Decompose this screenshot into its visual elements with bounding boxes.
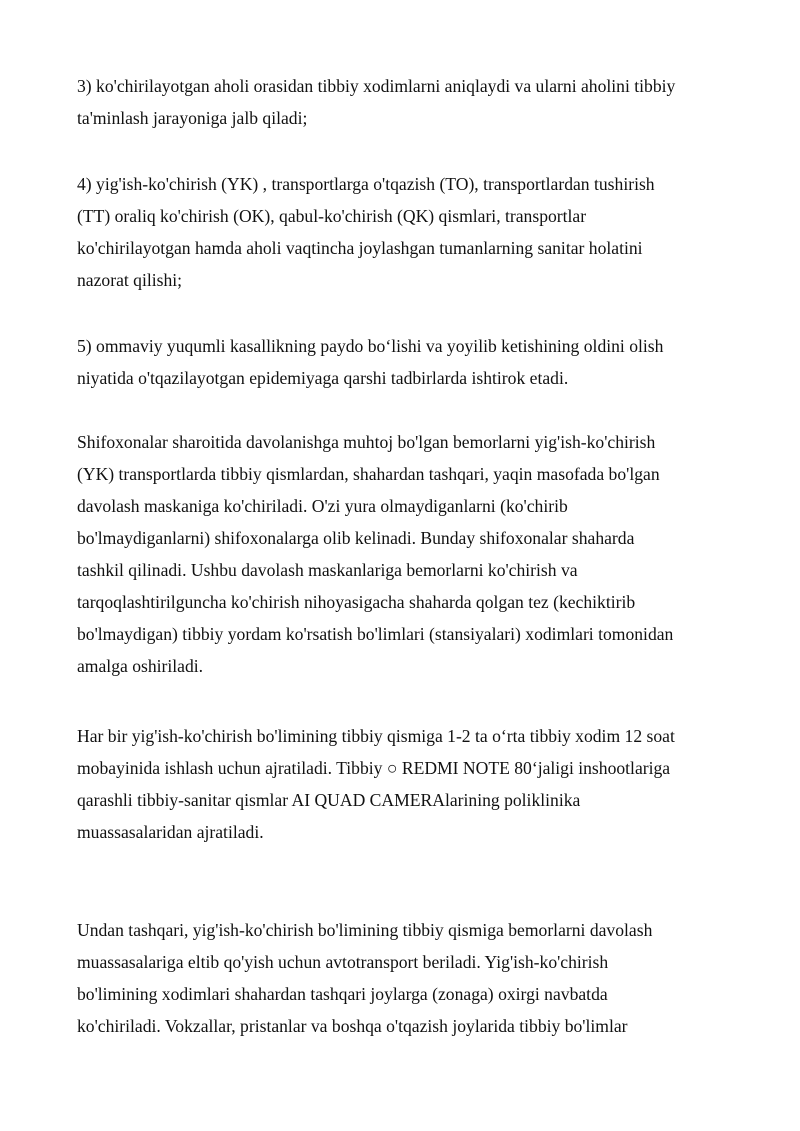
paragraph-line: bo'limining xodimlari shahardan tashqari joylarga (zonaga) oxirgi navbatda (77, 984, 608, 1004)
paragraph-line: Shifoxonalar sharoitida davolanishga muhtoj bo'lgan bemorlarni yig'ish-ko'chirish (77, 432, 656, 452)
paragraph-line: Undan tashqari, yig'ish-ko'chirish bo'limining tibbiy qismiga bemorlarni davolash (77, 920, 653, 940)
paragraph-line: (TT) oraliq ko'chirish (OK), qabul-ko'chirish (QK) qismlari, transportlar (77, 206, 587, 226)
paragraph-transport (77, 914, 727, 1042)
paragraph-line: tashkil qilinadi. Ushbu davolash maskanlariga bemorlarni ko'chirish va (77, 560, 578, 580)
paragraph-line: 5) ommaviy yuqumli kasallikning paydo bo‘lishi va yoyilib ketishining oldini olish (77, 336, 664, 356)
paragraph-hospitals (77, 426, 727, 682)
paragraph-line: 3) ko'chirilayotgan aholi orasidan tibbiy xodimlarni aniqlaydi va ularni aholini tibbiy (77, 76, 676, 96)
paragraph-item-5 (77, 330, 727, 394)
paragraph-line: davolash maskaniga ko'chiriladi. O'zi yura olmaydiganlarni (ko'chirib (77, 496, 568, 516)
paragraph-line: mobayinida ishlash uchun ajratiladi. Tibbiy ○ REDMI NOTE 80‘jaligi inshootlariga (77, 758, 671, 778)
paragraph-line: (YK) transportlarda tibbiy qismlardan, shahardan tashqari, yaqin masofada bo'lgan (77, 464, 660, 484)
paragraph-line: nazorat qilishi; (77, 270, 183, 290)
paragraph-item-3 (77, 70, 727, 134)
paragraph-line: amalga oshiriladi. (77, 656, 204, 676)
paragraph-line: 4) yig'ish-ko'chirish (YK) , transportlarga o'tqazish (TO), transportlardan tushirish (77, 174, 655, 194)
paragraph-item-4 (77, 168, 727, 296)
paragraph-line: Har bir yig'ish-ko'chirish bo'limining tibbiy qismiga 1-2 ta o‘rta tibbiy xodim 12 soat (77, 726, 675, 746)
paragraph-line: bo'lmaydiganlarni) shifoxonalarga olib kelinadi. Bunday shifoxonalar shaharda (77, 528, 635, 548)
paragraph-line: qarashli tibbiy-sanitar qismlar AI QUAD CAMERAlarining poliklinika (77, 790, 581, 810)
paragraph-line: muassasalariga eltib qo'yish uchun avtotransport beriladi. Yig'ish-ko'chirish (77, 952, 609, 972)
paragraph-line: bo'lmaydigan) tibbiy yordam ko'rsatish bo'limlari (stansiyalari) xodimlari tomonidan (77, 624, 674, 644)
paragraph-line: muassasalaridan ajratiladi. (77, 822, 264, 842)
paragraph-line: ko'chiriladi. Vokzallar, pristanlar va boshqa o'tqazish joylarida tibbiy bo'limlar (77, 1016, 628, 1036)
paragraph-line: niyatida o'tqazilayotgan epidemiyaga qarshi tadbirlarda ishtirok etadi. (77, 368, 569, 388)
paragraph-line: ko'chirilayotgan hamda aholi vaqtincha joylashgan tumanlarning sanitar holatini (77, 238, 643, 258)
paragraph-staff (77, 720, 727, 848)
paragraph-line: tarqoqlashtirilguncha ko'chirish nihoyasigacha shaharda qolgan tez (kechiktirib (77, 592, 636, 612)
paragraph-line: ta'minlash jarayoniga jalb qiladi; (77, 108, 308, 128)
